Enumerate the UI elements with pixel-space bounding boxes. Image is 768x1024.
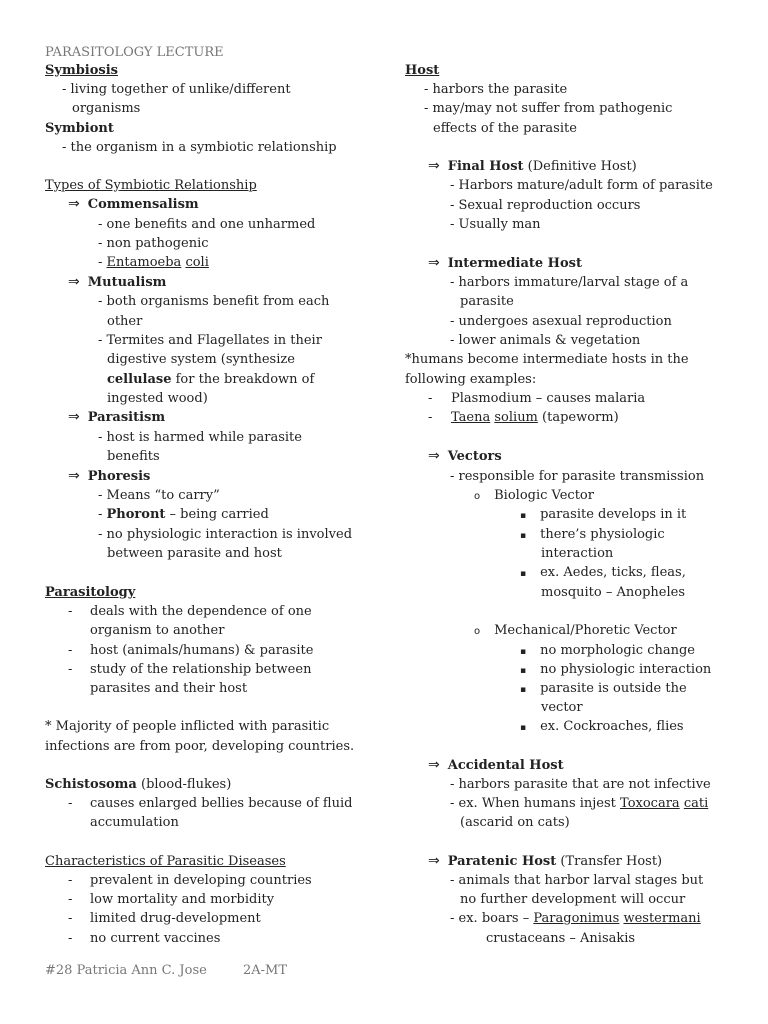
square-item: ▪ no physiologic interaction [520, 662, 712, 677]
text-line: - Means “to carry” [98, 488, 220, 503]
square-bullet-icon: ▪ [520, 723, 527, 733]
term: Phoresis [87, 469, 151, 484]
text-line: low mortality and morbidity [90, 892, 275, 907]
characteristics-heading: Characteristics of Parasitic Diseases [45, 854, 286, 869]
arrow-icon: ⇒ [428, 757, 440, 773]
text-line: - no physiologic interaction is involved [98, 527, 353, 542]
species-name: solium [494, 410, 538, 425]
dash-bullet: - [68, 662, 73, 677]
text-line: ingested wood) [107, 391, 208, 406]
bullet-item: ⇒ Accidental Host [428, 757, 564, 773]
text-line: Taena solium (tapeworm) [451, 410, 619, 425]
arrow-icon: ⇒ [428, 448, 440, 464]
term: Mutualism [87, 275, 167, 290]
circle-bullet-icon: o [474, 626, 481, 637]
types-heading: Types of Symbiotic Relationship [45, 178, 257, 193]
arrow-icon: ⇒ [68, 468, 80, 484]
text-line: - ex. When humans injest Toxocara cati [450, 796, 709, 811]
sub-item: o Biologic Vector [474, 488, 594, 503]
footer-section: 2A-MT [243, 963, 288, 978]
species-name: cati [683, 796, 709, 811]
text-line: - lower animals & vegetation [450, 333, 641, 348]
square-item: ▪ parasite is outside the [520, 681, 687, 696]
species-name: coli [185, 255, 209, 270]
text-line: - Phoront – being carried [98, 507, 269, 522]
text-line: (ascarid on cats) [460, 815, 570, 830]
text-line: between parasite and host [107, 546, 282, 561]
arrow-icon: ⇒ [428, 853, 440, 869]
bullet-item [68, 408, 165, 427]
text-line: benefits [107, 449, 160, 464]
text-line: other [107, 314, 143, 329]
text-line: - one benefits and one unharmed [98, 217, 316, 232]
text-line: accumulation [90, 815, 179, 830]
text-line: parasite [460, 294, 514, 309]
square-bullet-icon: ▪ [520, 531, 527, 541]
term: Parasitism [87, 410, 166, 425]
dash-bullet: - [68, 796, 73, 811]
square-item: ▪ no morphologic change [520, 643, 695, 658]
text-line: Plasmodium – causes malaria [451, 391, 646, 406]
footer-author: #28 Patricia Ann C. Jose [45, 963, 207, 978]
dash-bullet: - [428, 410, 433, 425]
bullet-item: ⇒ Final Host (Definitive Host) [428, 158, 637, 174]
parasitology-heading: Parasitology [45, 585, 136, 600]
text-line: no current vaccines [90, 931, 221, 946]
bullet-item: ⇒ Intermediate Host [428, 255, 582, 271]
text-line: - harbors immature/larval stage of a [450, 275, 689, 290]
text-line: host (animals/humans) & parasite [90, 643, 314, 658]
text-line: deals with the dependence of one [90, 604, 312, 619]
text-line: - may/may not suffer from pathogenic [424, 101, 673, 116]
square-item: ▪ parasite develops in it [520, 507, 687, 522]
text-line: interaction [541, 546, 614, 561]
dash-bullet: - [68, 873, 73, 888]
text-line: - Termites and Flagellates in their [98, 333, 322, 348]
text-line: - Harbors mature/adult form of parasite [450, 178, 713, 193]
arrow-icon: ⇒ [428, 158, 440, 174]
square-bullet-icon: ▪ [520, 511, 527, 521]
text-line: - the organism in a symbiotic relationship [62, 140, 337, 155]
text-line: infections are from poor, developing countries. [45, 739, 355, 754]
text-line: *humans become intermediate hosts in the [405, 352, 689, 367]
square-item: ▪ there’s physiologic [520, 527, 665, 542]
text-line: - responsible for parasite transmission [450, 469, 705, 484]
bullet-item [68, 273, 166, 292]
square-item: ▪ ex. Aedes, ticks, fleas, [520, 565, 686, 580]
bullet-item [68, 195, 199, 214]
text-line: effects of the parasite [433, 121, 577, 136]
text-line: crustaceans – Anisakis [486, 931, 636, 946]
page-title: PARASITOLOGY LECTURE [45, 45, 224, 60]
text-line: organisms [72, 101, 141, 116]
text-line: - ex. boars – Paragonimus westermani [450, 911, 701, 926]
text-line: parasites and their host [90, 681, 248, 696]
text-line: - animals that harbor larval stages but [450, 873, 704, 888]
text-line: * Majority of people inflicted with parasitic [45, 719, 330, 734]
symbiont-heading: Symbiont [45, 121, 114, 136]
text-line: prevalent in developing countries [90, 873, 312, 888]
host-heading: Host [405, 63, 440, 78]
dash-bullet: - [68, 643, 73, 658]
sub-item: o Mechanical/Phoretic Vector [474, 623, 677, 638]
bullet-item: ⇒ Paratenic Host (Transfer Host) [428, 853, 663, 869]
text-line: organism to another [90, 623, 225, 638]
text-line: study of the relationship between [90, 662, 312, 677]
text-line: - living together of unlike/different [62, 82, 291, 97]
text-line: - both organisms benefit from each [98, 294, 330, 309]
text-line: - Usually man [450, 217, 541, 232]
species-genus: Toxocara [620, 796, 680, 811]
dash-bullet: - [68, 604, 73, 619]
symbiosis-heading: Symbiosis [45, 63, 118, 78]
text-line: following examples: [405, 372, 537, 387]
text-line: - host is harmed while parasite [98, 430, 302, 445]
square-item: ▪ ex. Cockroaches, flies [520, 719, 684, 734]
arrow-icon: ⇒ [68, 274, 80, 290]
dash-bullet: - [68, 892, 73, 907]
species-name: westermani [623, 911, 701, 926]
bullet-item: ⇒ Vectors [428, 448, 502, 464]
species-genus: Entamoeba [106, 255, 182, 270]
text-line: digestive system (synthesize [107, 352, 295, 367]
arrow-icon: ⇒ [68, 196, 80, 212]
arrow-icon: ⇒ [68, 409, 80, 425]
dash-bullet: - [68, 931, 73, 946]
text-line: no further development will occur [460, 892, 686, 907]
term: Commensalism [87, 197, 199, 212]
text-line: - Entamoeba coli [98, 255, 209, 270]
bullet-item [68, 467, 150, 486]
text-line: - harbors parasite that are not infective [450, 777, 711, 792]
text-line: vector [541, 700, 583, 715]
square-bullet-icon: ▪ [520, 569, 527, 579]
schistosoma-heading: Schistosoma (blood-flukes) [45, 777, 232, 792]
dash-bullet: - [68, 911, 73, 926]
text-line: mosquito – Anopheles [541, 585, 685, 600]
square-bullet-icon: ▪ [520, 666, 527, 676]
square-bullet-icon: ▪ [520, 685, 527, 695]
square-bullet-icon: ▪ [520, 647, 527, 657]
species-genus: Paragonimus [533, 911, 620, 926]
text-line: - harbors the parasite [424, 82, 568, 97]
species-genus: Taena [451, 410, 491, 425]
text-line: - undergoes asexual reproduction [450, 314, 672, 329]
dash-bullet: - [428, 391, 433, 406]
arrow-icon: ⇒ [428, 255, 440, 271]
text-line: limited drug-development [90, 911, 261, 926]
text-line: cellulase for the breakdown of [107, 372, 315, 387]
text-line: - Sexual reproduction occurs [450, 198, 641, 213]
text-line: - non pathogenic [98, 236, 209, 251]
text-line: causes enlarged bellies because of fluid [90, 796, 353, 811]
circle-bullet-icon: o [474, 491, 481, 502]
